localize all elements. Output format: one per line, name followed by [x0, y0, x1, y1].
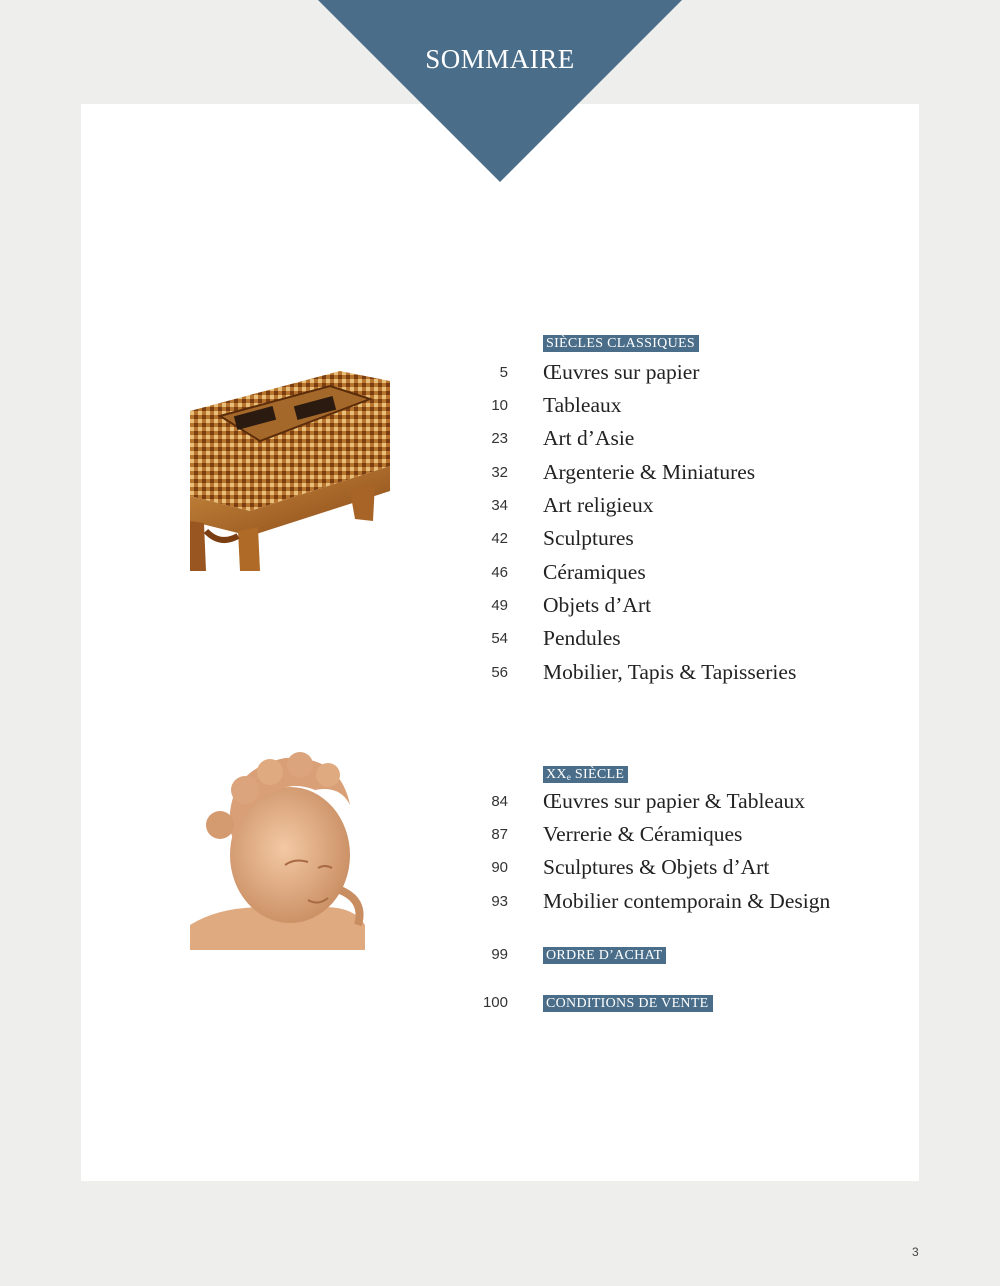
- entry-tag-label: ORDRE D’ACHAT: [543, 947, 666, 964]
- entry-label: Pendules: [543, 626, 621, 650]
- toc-entry[interactable]: [0, 360, 1000, 388]
- toc-entry-ordre-achat[interactable]: [0, 942, 1000, 970]
- entry-label: Art religieux: [543, 493, 654, 517]
- toc-entry[interactable]: [0, 855, 1000, 883]
- page-number: 10: [491, 397, 508, 414]
- toc-entry[interactable]: [0, 493, 1000, 521]
- section-tag-siecles-classiques: SIÈCLES CLASSIQUES: [543, 335, 699, 352]
- page-number: 99: [491, 946, 508, 963]
- page-title: SOMMAIRE: [425, 44, 575, 74]
- toc-entry[interactable]: [0, 426, 1000, 454]
- toc-entry[interactable]: [0, 626, 1000, 654]
- toc-entry[interactable]: [0, 560, 1000, 588]
- toc-entry[interactable]: [0, 889, 1000, 917]
- page-number: 90: [491, 859, 508, 876]
- title-banner: [318, 0, 682, 182]
- entry-label: Objets d’Art: [543, 593, 652, 617]
- page-number: 46: [491, 564, 508, 581]
- page-number: 93: [491, 893, 508, 910]
- toc-entry[interactable]: [0, 460, 1000, 488]
- page-number: 100: [482, 994, 508, 1011]
- section-tag-xxe-siecle: XXe SIÈCLE: [543, 766, 628, 783]
- entry-label: Tableaux: [543, 393, 622, 417]
- page-number: 49: [491, 597, 508, 614]
- page-number: 54: [491, 630, 508, 647]
- page-number: 32: [491, 464, 508, 481]
- entry-tag-label: CONDITIONS DE VENTE: [543, 995, 713, 1012]
- page-number: 23: [491, 430, 508, 447]
- page-number: 56: [491, 664, 508, 681]
- entry-label: Sculptures & Objets d’Art: [543, 855, 770, 879]
- toc-entry[interactable]: [0, 789, 1000, 817]
- child-bust-image: [190, 750, 390, 950]
- entry-label: Verrerie & Céramiques: [543, 822, 743, 846]
- entry-label: Céramiques: [543, 560, 646, 584]
- toc-entry[interactable]: [0, 593, 1000, 621]
- page-number: 5: [499, 364, 508, 381]
- page-number: 84: [491, 793, 508, 810]
- page-number: 42: [491, 530, 508, 547]
- toc-entry[interactable]: [0, 526, 1000, 554]
- entry-label: Argenterie & Miniatures: [543, 460, 756, 484]
- footer-page-number: 3: [912, 1245, 919, 1259]
- entry-label: Mobilier contemporain & Design: [543, 889, 831, 913]
- page-number: 34: [491, 497, 508, 514]
- toc-entry[interactable]: [0, 660, 1000, 688]
- toc-entry[interactable]: [0, 822, 1000, 850]
- entry-label: Œuvres sur papier: [543, 360, 700, 384]
- toc-entry-conditions-vente[interactable]: [0, 990, 1000, 1018]
- entry-label: Mobilier, Tapis & Tapisseries: [543, 660, 797, 684]
- entry-label: Œuvres sur papier & Tableaux: [543, 789, 805, 813]
- entry-label: Art d’Asie: [543, 426, 635, 450]
- toc-entry[interactable]: [0, 393, 1000, 421]
- page-number: 87: [491, 826, 508, 843]
- entry-label: Sculptures: [543, 526, 634, 550]
